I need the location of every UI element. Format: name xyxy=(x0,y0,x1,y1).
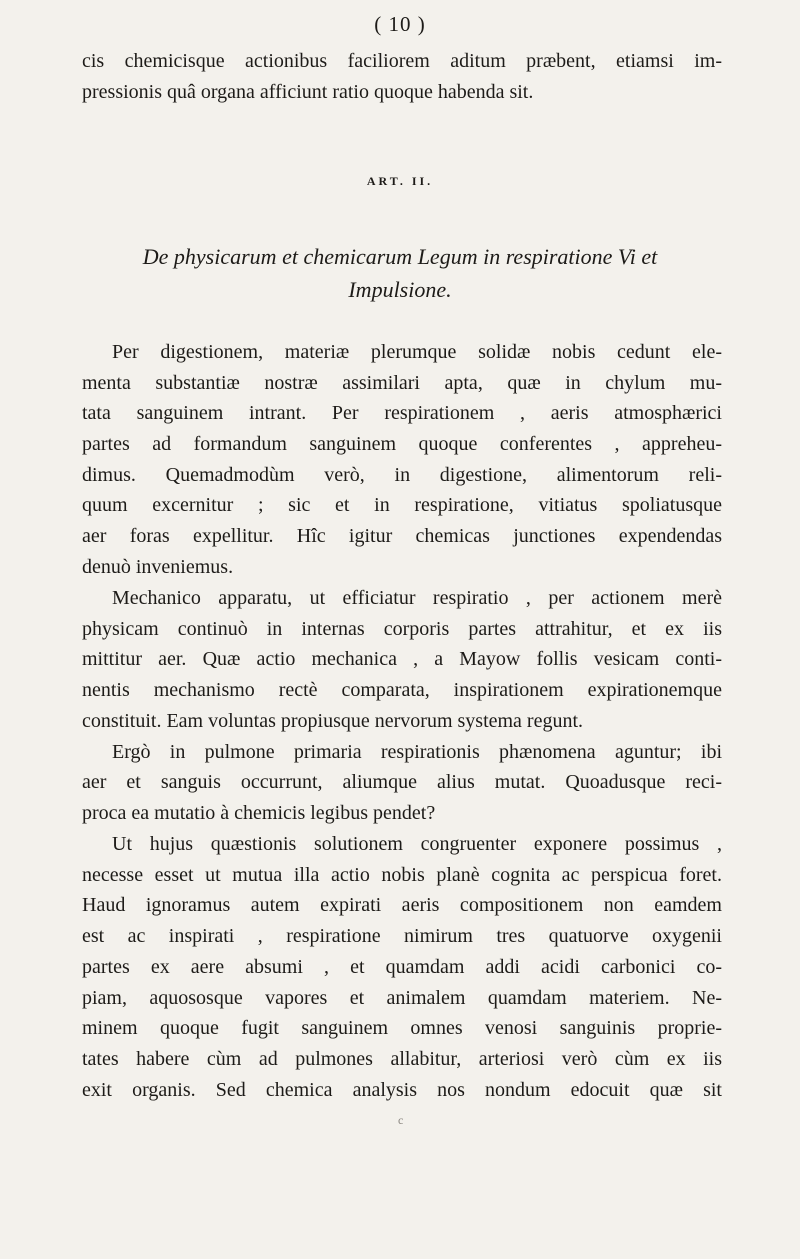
text-line: Haud ignoramus autem expirati aeris compositionem non eamdem xyxy=(82,894,722,916)
text-line: menta substantiæ nostræ assimilari apta, quæ in chylum mu- xyxy=(82,372,722,394)
text-line: Per digestionem, materiæ plerumque solidæ nobis cedunt ele- xyxy=(112,341,722,363)
text-line: denuò inveniemus. xyxy=(82,556,234,578)
section-heading: De physicarum et chemicarum Legum in respiratione Vi et xyxy=(142,244,658,269)
article-label: ART. II. xyxy=(366,174,434,188)
text-line: partes ad formandum sanguinem quoque conferentes , appreheu- xyxy=(82,433,722,455)
text-line: mittitur aer. Quæ actio mechanica , a Mayow follis vesicam conti- xyxy=(82,648,722,670)
text-line: dimus. Quemadmodùm verò, in digestione, alimentorum reli- xyxy=(82,464,722,486)
text-line: partes ex aere absumi , et quamdam addi acidi carbonici co- xyxy=(82,956,722,978)
text-line: est ac inspirati , respiratione nimirum tres quatuorve oxygenii xyxy=(82,925,722,947)
page-number: ( 10 ) xyxy=(374,12,426,36)
text-line: Ut hujus quæstionis solutionem congruenter exponere possimus , xyxy=(112,833,722,855)
text-line: proca ea mutatio à chemicis legibus pendet? xyxy=(82,802,436,824)
text-line: constituit. Eam voluntas propiusque nervorum systema regunt. xyxy=(82,710,584,732)
text-line: pressionis quâ organa afficiunt ratio quoque habenda sit. xyxy=(82,81,534,103)
text-line: tata sanguinem intrant. Per respirationem , aeris atmosphærici xyxy=(82,402,722,424)
text-line: cis chemicisque actionibus faciliorem aditum præbent, etiamsi im- xyxy=(82,50,722,72)
text-line: Mechanico apparatu, ut efficiatur respiratio , per actionem merè xyxy=(112,587,722,609)
text-line: aer et sanguis occurrunt, aliumque alius mutat. Quoadusque reci- xyxy=(82,771,722,793)
text-line: nentis mechanismo rectè comparata, inspirationem expirationemque xyxy=(82,679,722,701)
text-line: quum excernitur ; sic et in respiratione, vitiatus spoliatusque xyxy=(82,494,722,516)
text-line: piam, aquososque vapores et animalem quamdam materiem. Ne- xyxy=(82,987,722,1009)
text-line: exit organis. Sed chemica analysis nos nondum edocuit quæ sit xyxy=(82,1079,722,1101)
section-heading: Impulsione. xyxy=(348,277,452,302)
text-line: Ergò in pulmone primaria respirationis phænomena aguntur; ibi xyxy=(112,741,722,763)
text-line: necesse esset ut mutua illa actio nobis planè cognita ac perspicua foret. xyxy=(82,864,722,886)
text-line: physicam continuò in internas corporis partes attrahitur, et ex iis xyxy=(82,618,722,640)
text-line: tates habere cùm ad pulmones allabitur, arteriosi verò cùm ex iis xyxy=(82,1048,722,1070)
catchword: c xyxy=(398,1113,404,1127)
text-line: aer foras expellitur. Hîc igitur chemicas junctiones expendendas xyxy=(82,525,722,547)
text-line: minem quoque fugit sanguinem omnes venosi sanguinis proprie- xyxy=(82,1017,722,1039)
